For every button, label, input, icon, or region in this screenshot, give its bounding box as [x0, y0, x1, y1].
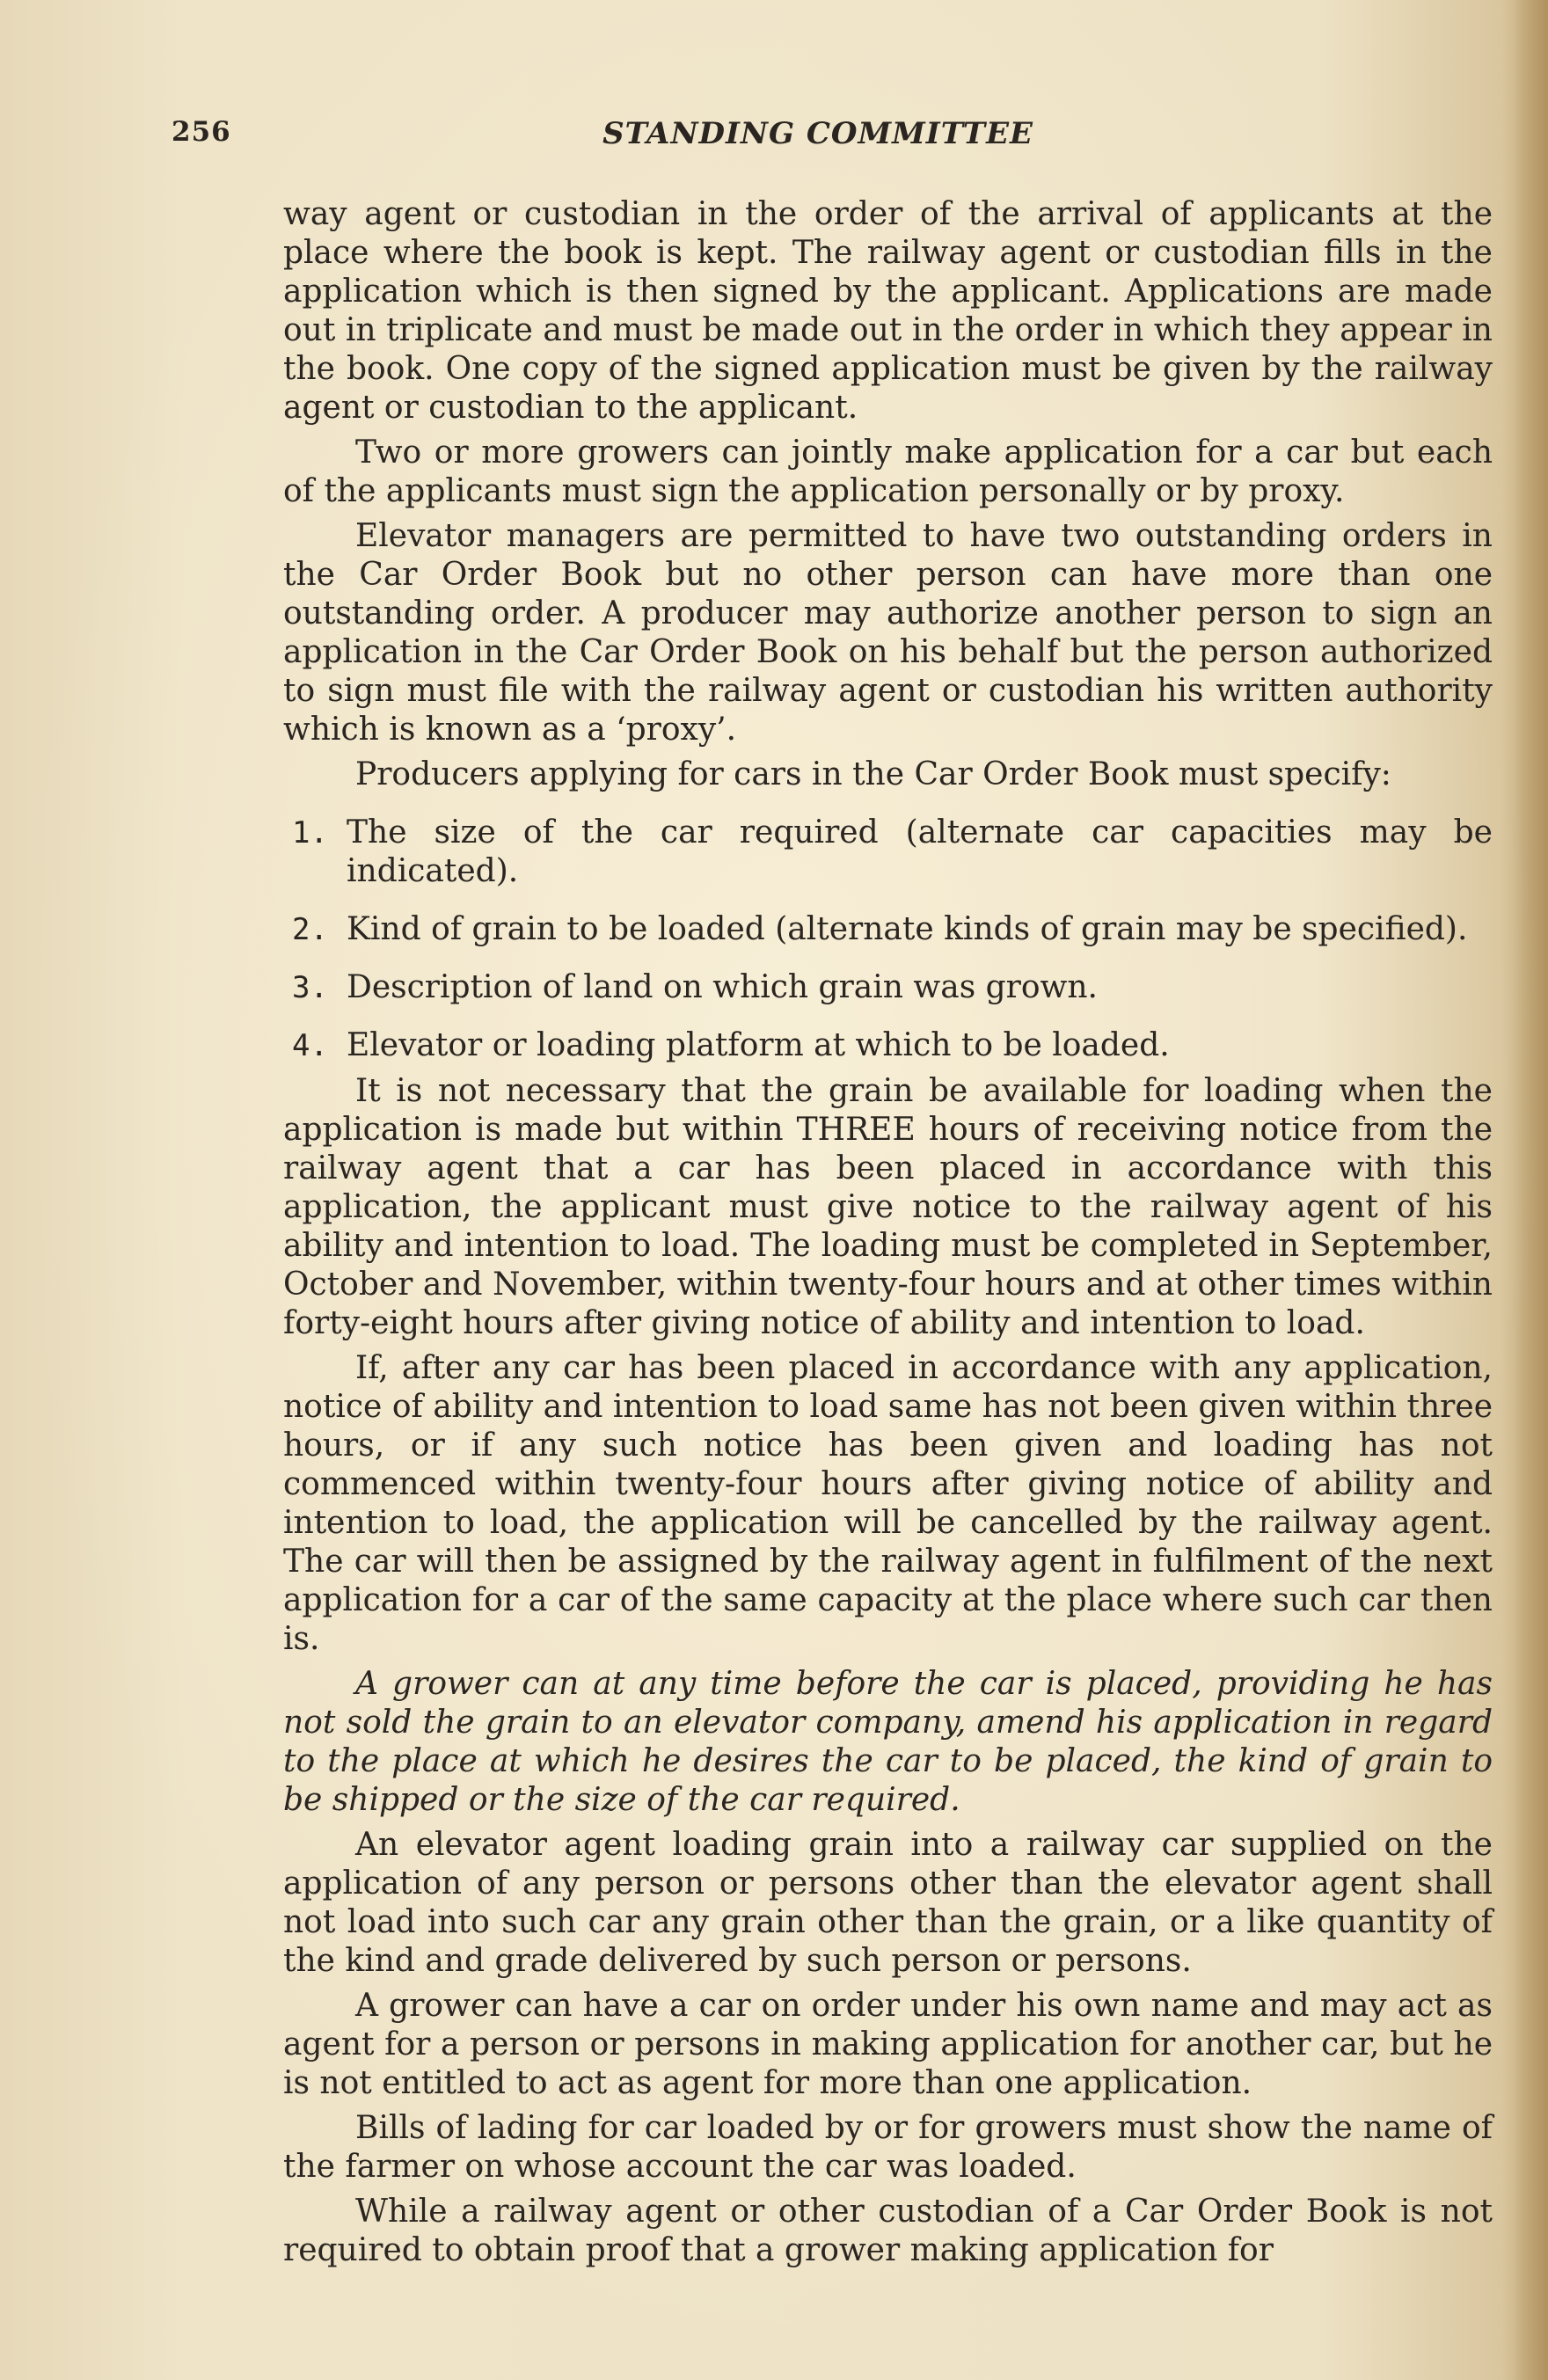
paragraph-cancellation: If, after any car has been placed in accordance with any application, notice of ability and intention to load same has not been given within three hours, or if any such notice has been given and loading has not commenced within twenty-four hours after giving notice of ability and intention to load, the application will be cancelled by the railway agent. The car will then be assigned by the railway agent in fulfilment of the next application for a car of the same capacity at the place where such car then is.: [283, 1350, 1493, 1657]
list-item: [283, 968, 1493, 1007]
list-item: [283, 814, 1493, 891]
list-item: [283, 910, 1493, 949]
list-item-text: Elevator or loading platform at which to be loaded.: [347, 1027, 1170, 1063]
paragraph-joint-application: Two or more growers can jointly make application for a car but each of the applicants must sign the application personally or by proxy.: [283, 434, 1493, 509]
list-item-text: Description of land on which grain was grown.: [347, 969, 1098, 1005]
paragraph-elevator-managers: Elevator managers are permitted to have two outstanding orders in the Car Order Book but no other person can have more than one outstanding order. A producer may authorize another person to sign an application in the Car Order Book on his behalf but the person authorized to sign must file with the railway agent or custodian his written authority which is known as a ‘proxy’.: [283, 518, 1493, 748]
page-header: [172, 116, 1464, 160]
list-item: [283, 1026, 1493, 1065]
paragraph-grower-agent: A grower can have a car on order under his own name and may act as agent for a person or persons in making application for another car, but he is not entitled to act as agent for more than one application.: [283, 1988, 1493, 2101]
paragraph-amend-application: A grower can at any time before the car is placed, providing he has not sold the grain to an elevator company, amend his application in regard to the place at which he desires the car to be placed, the kind of grain to be shipped or the size of the car required.: [283, 1666, 1493, 1818]
paragraph-loading-notice: It is not necessary that the grain be available for loading when the application is made but within THREE hours of receiving notice from the railway agent that a car has been placed in accordance with this application, the applicant must give notice to the railway agent of his ability and intention to load. The loading must be completed in September, October and November, within twenty-four hours and at other times within forty-eight hours after giving notice of ability and intention to load.: [283, 1073, 1493, 1341]
list-item-number: 4.: [292, 1028, 328, 1063]
paragraph-proof-not-required: While a railway agent or other custodian of a Car Order Book is not required to obtain proof that a grower making application for: [283, 2194, 1493, 2268]
paragraph-producers-specify: Producers applying for cars in the Car Order Book must specify:: [355, 756, 1391, 792]
list-item-text: The size of the car required (alternate car capacities may be indicated).: [347, 814, 1493, 889]
page-number: 256: [172, 116, 231, 148]
list-item-number: 2.: [292, 912, 328, 947]
list-item-number: 3.: [292, 970, 328, 1005]
body-text: [283, 195, 1493, 2276]
paragraph-bills-of-lading: Bills of lading for car loaded by or for growers must show the name of the farmer on whose account the car was loaded.: [283, 2110, 1493, 2185]
list-item-number: 1.: [292, 815, 328, 851]
paragraph-elevator-agent-loading: An elevator agent loading grain into a railway car supplied on the application of any person or persons other than the elevator agent shall not load into such car any grain other than the grain, or a like quantity of the kind and grade delivered by such person or persons.: [283, 1827, 1493, 1979]
list-item-text: Kind of grain to be loaded (alternate kinds of grain may be specified).: [347, 911, 1468, 947]
running-title: STANDING COMMITTEE: [602, 116, 1033, 151]
paragraph-continuation: way agent or custodian in the order of the arrival of applicants at the place where the book is kept. The railway agent or custodian fills in the application which is then signed by the applicant. Applications are made out in triplicate and must be made out in the order in which they appear in the book. One copy of the signed application must be given by the railway agent or custodian to the applicant.: [283, 196, 1493, 426]
